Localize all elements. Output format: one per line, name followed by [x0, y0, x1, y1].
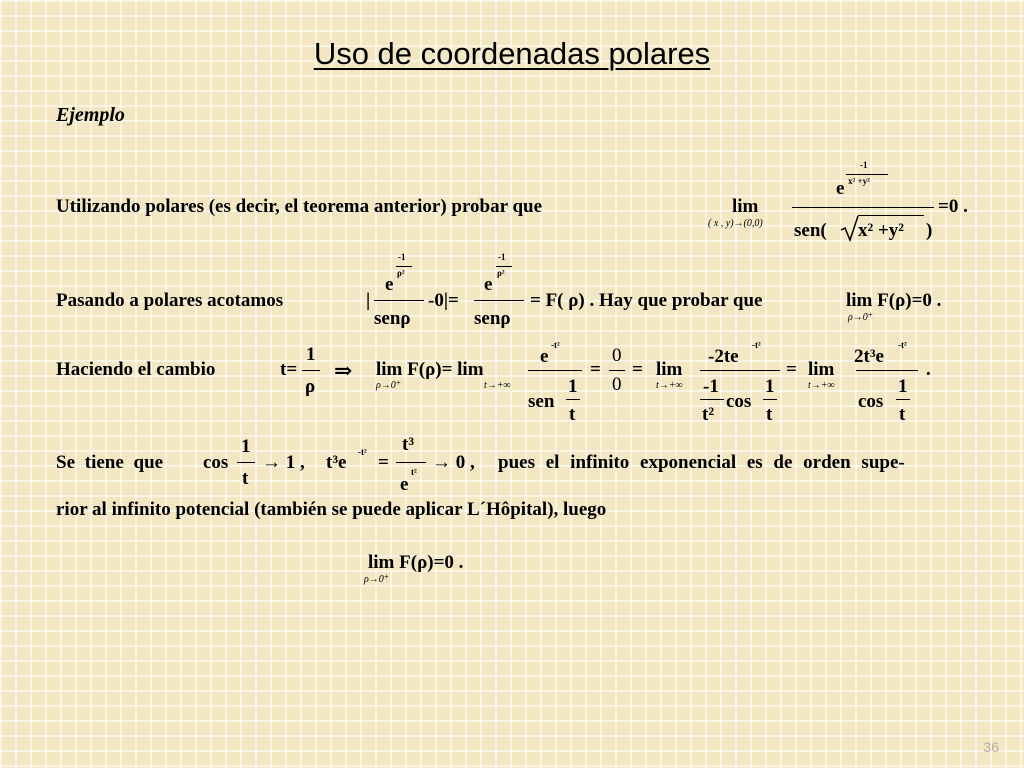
- line6-lim: lim F(ρ)=0 .: [368, 552, 464, 573]
- line2-num-base-b: e: [484, 274, 493, 295]
- line2-num-base-a: e: [385, 274, 394, 295]
- line3-f1-num-exp: -t²: [551, 340, 560, 350]
- line6-lim-sub: ρ→0⁺: [364, 574, 390, 585]
- line1-exp-top: -1: [860, 160, 868, 170]
- line4-cos: cos: [203, 452, 229, 473]
- line4-text-a: Se tiene que: [56, 452, 164, 473]
- line3-t-eq: t=: [280, 359, 298, 380]
- line4-arrow2: → 0 ,: [432, 452, 475, 473]
- line3-f2-den-b-num: 1: [765, 376, 775, 397]
- line2-frac-bar-b: [474, 300, 524, 301]
- line3-f3-num-exp: -t²: [898, 340, 907, 350]
- line2-den-a: senρ: [374, 308, 411, 329]
- line3-text: Haciendo el cambio: [56, 359, 216, 380]
- line2-exp-bar-a: [396, 266, 412, 267]
- line1-den: sen(: [794, 220, 827, 241]
- line2-exp-top-b: -1: [498, 252, 506, 262]
- subtitle: Ejemplo: [56, 104, 125, 126]
- line3-lim-f: lim F(ρ)= lim: [376, 359, 484, 380]
- line1-lim: lim: [732, 196, 759, 217]
- line3-f3-bar: [856, 370, 918, 371]
- line3-sub-t2: t→+∞: [656, 380, 683, 391]
- line2-lim-sub: ρ→0⁺: [848, 312, 874, 323]
- line3-t-num: 1: [306, 344, 316, 365]
- line1-text: Utilizando polares (es decir, el teorema anterior) probar que: [56, 196, 543, 217]
- line2-text: Pasando a polares acotamos: [56, 290, 284, 311]
- line2-lim: lim F(ρ)=0 .: [846, 290, 942, 311]
- line3-lim3: lim: [808, 359, 835, 380]
- line3-f2-den-b-bar: [763, 399, 777, 400]
- line3-f3-den-cos: cos: [858, 391, 884, 412]
- line3-t-bar: [302, 370, 320, 371]
- line3-f2-bar: [700, 370, 780, 371]
- line3-f1-bar: [528, 370, 582, 371]
- line3-f1-den-sen: sen: [528, 391, 555, 412]
- line1-den-sqrt: x² +y²: [858, 220, 904, 241]
- line1-exp-bar: [846, 174, 888, 175]
- line2-exp-bottom-a: ρ²: [397, 268, 405, 278]
- sqrt-icon: [840, 214, 860, 242]
- line3-f3-den-den: t: [899, 404, 906, 425]
- line1-num-base: e: [836, 178, 845, 199]
- line2-exp-top-a: -1: [398, 252, 406, 262]
- line3-sub-rho: ρ→0⁺: [376, 380, 402, 391]
- line1-frac-bar: [792, 207, 934, 208]
- line2-exp-bar-b: [496, 266, 512, 267]
- line4-frac-bar: [237, 462, 255, 463]
- line4-f-bar: [396, 462, 426, 463]
- line4-frac-num: 1: [241, 436, 251, 457]
- line4-arrow1: → 1 ,: [262, 452, 305, 473]
- line2-den-b: senρ: [474, 308, 511, 329]
- line4-f-den-exp: t²: [411, 467, 417, 477]
- line1-result: =0 .: [938, 196, 968, 217]
- line3-eq-a: =: [590, 359, 601, 380]
- line2-abs-open: |: [366, 290, 371, 311]
- line4-frac-den: t: [242, 468, 249, 489]
- line2-exp-bottom-b: ρ²: [497, 268, 505, 278]
- line4-t3e: t³e: [326, 452, 347, 473]
- implies-icon: ⇒: [334, 358, 353, 383]
- line3-f2-num-exp: -t²: [752, 340, 761, 350]
- line4-f-den: e: [400, 474, 409, 495]
- line3-lim2: lim: [656, 359, 683, 380]
- line3-sub-t3: t→+∞: [808, 380, 835, 391]
- line3-f2-num: -2te: [708, 346, 739, 367]
- line3-eq-b: =: [632, 359, 643, 380]
- line3-f2-den-a-bar: [700, 399, 724, 400]
- line3-f2-den-b-den: t: [766, 404, 773, 425]
- line3-f2-den-a-den: t²: [702, 404, 715, 425]
- line4-f-num: t³: [402, 434, 415, 455]
- line3-f3-den-num: 1: [898, 376, 908, 397]
- line3-zero-num: 0: [612, 345, 622, 366]
- line3-f2-den-cos: cos: [726, 391, 752, 412]
- line3-eq-c: =: [786, 359, 797, 380]
- line3-f1-num: e: [540, 346, 549, 367]
- line1-exp-bottom: x² +y²: [848, 176, 870, 186]
- line3-f2-den-a-num: -1: [703, 376, 719, 397]
- line3-zero-den: 0: [612, 374, 622, 395]
- line3-zero-bar: [609, 370, 625, 371]
- line4-eq: =: [378, 452, 389, 473]
- sqrt-top-bar: [858, 215, 924, 216]
- line1-lim-sub: ( x , y)→(0,0): [708, 218, 763, 229]
- line3-f1-den-bar: [566, 399, 580, 400]
- line1-den-close: ): [926, 220, 933, 241]
- line3-f1-den-num: 1: [568, 376, 578, 397]
- line3-f1-den-den: t: [569, 404, 576, 425]
- slide-title: Uso de coordenadas polares: [313, 36, 711, 71]
- line3-end: .: [926, 359, 931, 380]
- line3-t-den: ρ: [305, 376, 316, 397]
- line2-eq-f: = F( ρ) . Hay que probar que: [530, 290, 763, 311]
- line2-mid: -0|=: [428, 290, 459, 311]
- line5-text: rior al infinito potencial (también se puede aplicar L´Hôpital), luego: [56, 499, 607, 520]
- line2-frac-bar-a: [374, 300, 424, 301]
- line3-sub-t1: t→+∞: [484, 380, 511, 391]
- line3-f3-num: 2t³e: [854, 346, 884, 367]
- page-number: 36: [983, 739, 999, 755]
- line4-text-b: pues el infinito exponencial es de orden supe-: [498, 452, 905, 473]
- line4-t3e-exp: -t²: [358, 447, 367, 457]
- line3-f3-den-bar: [896, 399, 910, 400]
